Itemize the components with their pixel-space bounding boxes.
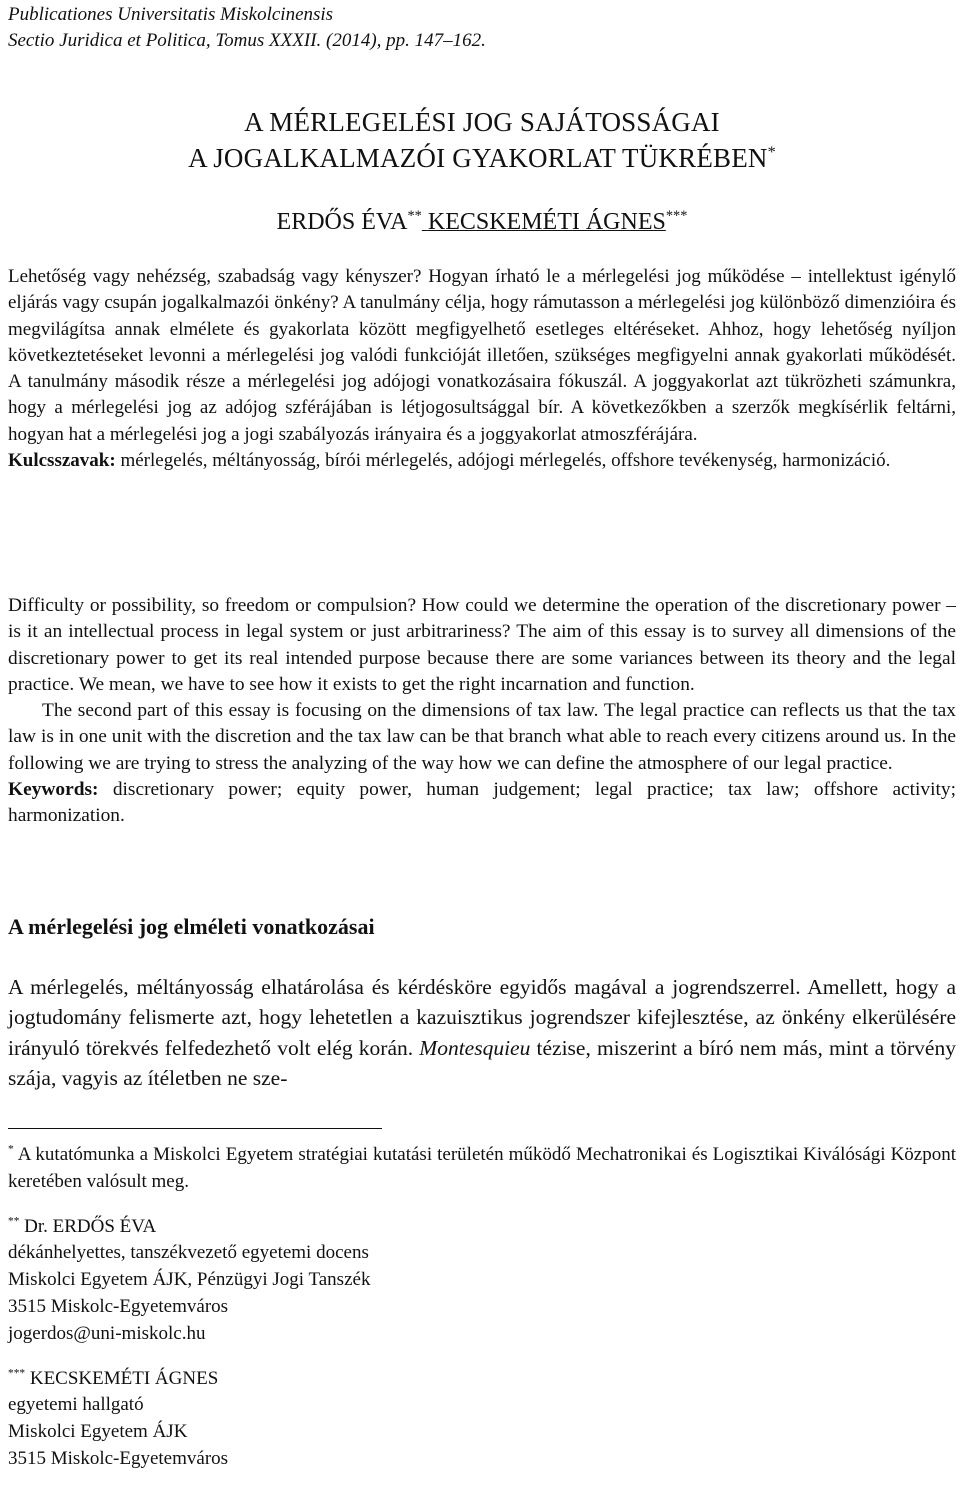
author-second-marker: ***: [665, 208, 688, 224]
footnote-3-author: KECSKEMÉTI ÁGNES: [25, 1367, 219, 1389]
body-text-2: tézise, miszerint a bíró nem más, mint a törvény szája, vagyis az ítéletben ne sze-: [8, 1035, 956, 1090]
footnotes: [8, 1142, 956, 1491]
keywords-en-label: Keywords:: [8, 779, 99, 801]
footnote-3-line-2: egyetemi hallgató: [8, 1394, 144, 1416]
footnote-3: [8, 1366, 956, 1473]
title-line-2: [8, 140, 956, 176]
footnote-2-email: jogerdos@uni-miskolc.hu: [8, 1322, 206, 1344]
author-second: KECSKEMÉTI ÁGNES: [427, 209, 666, 235]
journal-volume: Sectio Juridica et Politica, Tomus XXXII. (2014), pp. 147–162.: [8, 30, 486, 51]
footnote-3-line-4: 3515 Miskolc-Egyetemváros: [8, 1447, 229, 1469]
journal-name: Publicationes Universitatis Miskolcinensis: [8, 4, 334, 25]
author-line: [8, 206, 956, 238]
footnote-3-line-1: [8, 1366, 956, 1393]
author-first-marker: **: [407, 208, 422, 224]
body-italic-name: Montesquieu: [419, 1035, 531, 1060]
author-second-wrap: [422, 209, 666, 235]
footnote-2-line-2: dékánhelyettes, tanszékvezető egyetemi docens: [8, 1242, 369, 1264]
abstract-en-para-1: Difficulty or possibility, so freedom or compulsion? How could we determine the operation of the discretionary power – is it an intellectual process in legal system or just arbitrariness? The aim of this essay is to survey all dimensions of the discretionary power to get its real intended purpose because there are some variances between its theory and the legal practice. We mean, we have to see how it exists to get the right incarnation and function.: [8, 595, 956, 695]
author-first: ERDŐS ÉVA: [276, 209, 408, 235]
section-body: [8, 972, 956, 1093]
title-line-1: A MÉRLEGELÉSI JOG SAJÁTOSSÁGAI: [244, 107, 720, 137]
title-line-2-text: A JOGALKALMAZÓI GYAKORLAT TÜKRÉBEN: [188, 143, 768, 173]
footnote-3-line-3: Miskolci Egyetem ÁJK: [8, 1421, 188, 1443]
keywords-en: [8, 777, 956, 830]
keywords-hu-label: Kulcsszavak:: [8, 450, 116, 472]
footnote-1-text-wrap: [8, 1142, 956, 1196]
keywords-hu-list: mérlegelés, méltányosság, bírói mérlegelés, adójogi mérlegelés, offshore tevékenység, harmonizáció.: [115, 450, 891, 472]
footnote-2-line-1: [8, 1214, 956, 1241]
footnote-separator: [8, 1128, 382, 1129]
footnote-2: [8, 1214, 956, 1348]
footnote-3-marker: ***: [8, 1367, 26, 1380]
footnote-2-line-4: 3515 Miskolc-Egyetemváros: [8, 1295, 229, 1317]
journal-header: [8, 2, 486, 54]
abstract-en-para-2: The second part of this essay is focusing on the dimensions of tax law. The legal practice can reflects us that the tax law is in one unit with the discretion and the tax law can be that branch what able to reach every citizens around us. In the following we are trying to stress the analyzing of the way how we can define the atmosphere of our legal practice.: [8, 700, 956, 774]
footnote-2-author: Dr. ERDŐS ÉVA: [19, 1215, 157, 1237]
footnote-1-marker: *: [8, 1143, 14, 1156]
paper-title: [8, 104, 956, 176]
abstract-hungarian: [8, 264, 956, 474]
abstract-hu-text: Lehetőség vagy nehézség, szabadság vagy kényszer? Hogyan írható le a mérlegelési jog működése – intellektust igénylő eljárás vagy csupán jogalkalmazói önkény? A tanulmány célja, hogy rámutasson a mérlegelési jog különböző dimenzióira és megvilágítsa annak elmélete és gyakorlata között megfigyelhető esetleges eltéréseket. Ahhoz, hogy lehetőség nyíljon következtetéseket levonni a mérlegelési jog valódi funkcióját illetően, szükséges megfigyelni annak gyakorlati működését. A tanulmány második része a mérlegelési jog adójogi vonatkozásaira fókuszál. A joggyakorlat azt tükrözheti számunkra, hogy a mérlegelési jog az adójog szférájában is létjogosultsággal bír. A következőkben a szerzők megkísérlik feltárni, hogyan hat a mérlegelési jog a jogi szabályozás irányaira és a joggyakorlat atmoszférájára.: [8, 266, 956, 445]
footnote-2-marker: **: [8, 1215, 20, 1228]
section-heading: A mérlegelési jog elméleti vonatkozásai: [8, 914, 375, 939]
footnote-1: [8, 1142, 956, 1196]
keywords-hu: [8, 448, 956, 474]
footnote-1-text: A kutatómunka a Miskolci Egyetem stratégiai kutatási területén működő Mechatronikai és Logisztikai Kiválósági Központ keretében valósult meg.: [8, 1144, 956, 1192]
footnote-2-line-3: Miskolci Egyetem ÁJK, Pénzügyi Jogi Tanszék: [8, 1269, 371, 1291]
title-footnote-marker: *: [767, 143, 776, 161]
keywords-en-list: discretionary power; equity power, human judgement; legal practice; tax law; offshore activity; harmonization.: [8, 779, 956, 827]
abstract-english: [8, 593, 956, 830]
body-text-1: A mérlegelés, méltányosság elhatárolása és kérdésköre egyidős magával a jogrendszerrel. Amellett, hogy a jogtudomány felismerte azt, hogy lehetetlen a kazuisztikus jogrendszer kifejlesztése, az önkény elkerülésére irányuló törekvés felfedezhető volt elég korán.: [8, 975, 956, 1060]
